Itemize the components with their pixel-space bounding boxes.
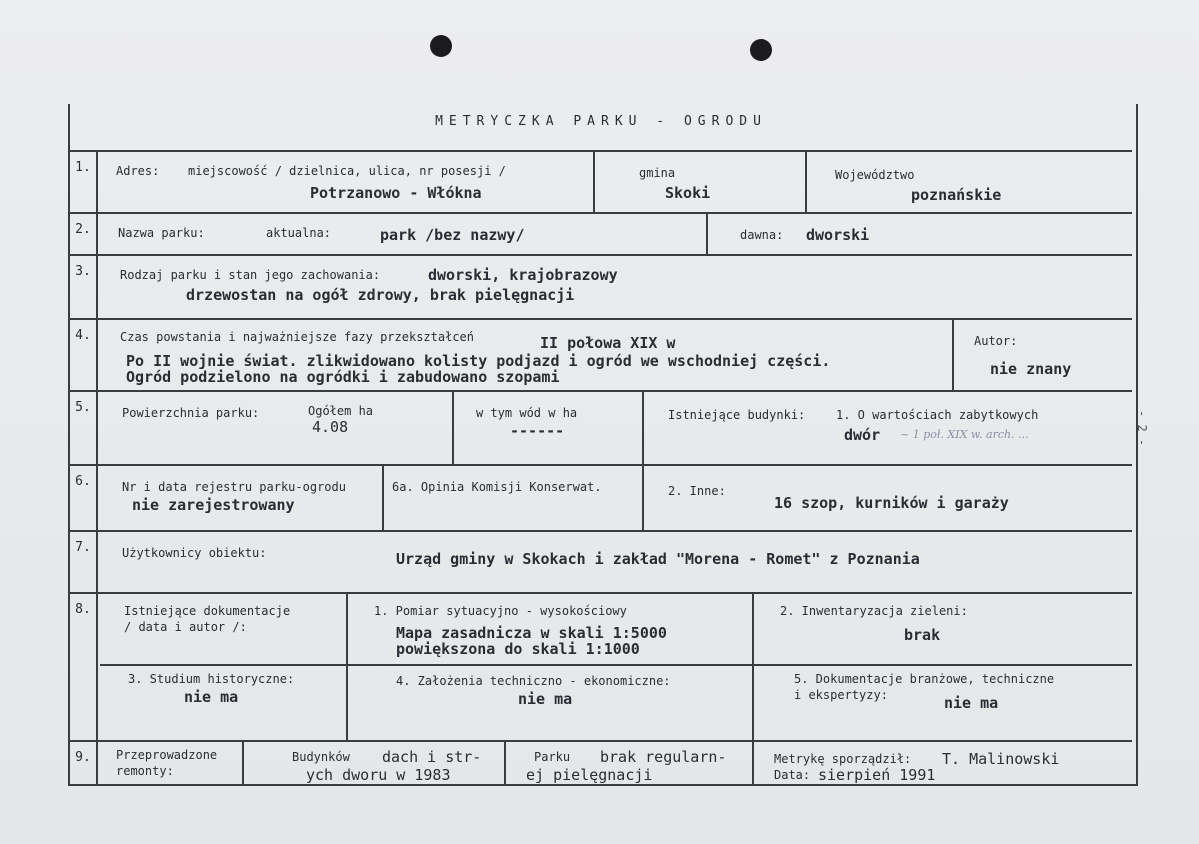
author-label: Autor: [974, 334, 1018, 348]
condition-value: drzewostan na ogół zdrowy, brak pielęgnacji [186, 286, 575, 304]
row-3 [70, 254, 1132, 320]
branch-docs-cell [752, 664, 1132, 742]
former-name-label: dawna: [740, 228, 784, 242]
opinion-label: 6a. Opinia Komisji Konserwat. [392, 480, 602, 494]
history-period: II połowa XIX w [540, 334, 676, 352]
gmina-cell [593, 152, 805, 214]
technical-assumptions-cell [346, 664, 752, 742]
row-number: 9. [70, 742, 98, 786]
historical-study-cell [100, 664, 346, 742]
punch-hole-left [430, 35, 452, 57]
address-label: Adres: [116, 164, 160, 178]
form-title: METRYCZKA PARKU - OGRODU [435, 114, 767, 129]
survey-label: 1. Pomiar sytuacyjno - wysokościowy [374, 604, 627, 618]
wojewodztwo-cell [805, 152, 1132, 214]
handwritten-note: ~ 1 poł. XIX w. arch. ... [900, 428, 1029, 441]
repairs-label: Przeprowadzone [116, 748, 218, 762]
water-value: ------ [510, 422, 565, 440]
gmina-value: Skoki [665, 184, 711, 202]
area-label: Powierzchnia parku: [122, 406, 260, 420]
row-number: 8. [70, 594, 98, 742]
history-label: Czas powstania i najważniejsze fazy przekształceń [120, 330, 475, 344]
park-repairs-cell [504, 742, 752, 786]
survey-value-1: Mapa zasadnicza w skali 1:5000 [396, 624, 667, 642]
survey-value-2: powiększona do skali 1:1000 [396, 640, 640, 658]
park-repairs-value-2: ej pielęgnacji [526, 766, 653, 784]
date-label: Data: [774, 768, 811, 782]
buildings-repairs-value-2: ych dworu w 1983 [306, 766, 451, 784]
compiler-value: T. Malinowski [942, 750, 1060, 768]
park-type-label: Rodzaj parku i stan jego zachowania: [120, 268, 381, 282]
technical-assumptions-label: 4. Założenia techniczno - ekonomiczne: [396, 674, 671, 688]
author-value: nie znany [990, 360, 1072, 378]
register-value: nie zarejestrowany [132, 496, 295, 514]
documentation-label: Istniejące dokumentacje [124, 604, 291, 618]
total-area-value: 4.08 [312, 418, 349, 436]
row-number: 4. [70, 320, 98, 392]
historical-study-value: nie ma [184, 688, 239, 706]
row-number: 5. [70, 392, 98, 466]
greenery-label: 2. Inwentaryzacja zieleni: [780, 604, 968, 618]
water-cell [452, 392, 642, 466]
row-8 [70, 592, 1132, 742]
compiler-cell [752, 742, 1132, 786]
row-number: 2. [70, 214, 98, 256]
park-type-value: dworski, krajobrazowy [428, 266, 618, 284]
other-buildings-value: 16 szop, kurników i garaży [774, 494, 1009, 512]
compiler-label: Metrykę sporządził: [774, 752, 912, 766]
wojewodztwo-value: poznańskie [911, 186, 1002, 204]
historic-buildings-label: 1. O wartościach zabytkowych [836, 408, 1039, 422]
opinion-cell [382, 466, 642, 532]
current-name-value: park /bez nazwy/ [380, 226, 525, 244]
page-number-mark: - 2 - [1135, 410, 1149, 447]
address-value: Potrzanowo - Włókna [310, 184, 482, 202]
row-2 [70, 212, 1132, 256]
row-number: 1. [70, 152, 98, 214]
greenery-cell [752, 594, 1132, 664]
technical-assumptions-value: nie ma [518, 690, 573, 708]
buildings-repairs-label: Budynków [292, 750, 350, 764]
row-5 [70, 390, 1132, 466]
former-name-value: dworski [806, 226, 870, 244]
repairs-sublabel: remonty: [116, 764, 174, 778]
buildings-repairs-value-1: dach i str- [382, 748, 482, 766]
total-area-label: Ogółem ha [308, 404, 374, 418]
park-name-label: Nazwa parku: [118, 226, 205, 240]
users-label: Użytkownicy obiektu: [122, 546, 267, 560]
buildings-label: Istniejące budynki: [668, 408, 806, 422]
water-label: w tym wód w ha [476, 406, 578, 420]
history-text-1: Po II wojnie świat. zlikwidowano kolisty podjazd i ogród we wschodniej części. [126, 352, 831, 370]
branch-docs-label: 5. Dokumentacje branżowe, techniczne [794, 672, 1055, 686]
park-repairs-value-1: brak regularn- [600, 748, 727, 766]
branch-docs-value: nie ma [944, 694, 999, 712]
branch-docs-sublabel: i ekspertyzy: [794, 688, 888, 702]
documentation-sublabel: / data i autor /: [124, 620, 247, 634]
buildings-cell [642, 392, 1132, 466]
author-cell [952, 320, 1132, 392]
register-label: Nr i data rejestru parku-ogrodu [122, 480, 346, 494]
row-number: 7. [70, 532, 98, 594]
row-4 [70, 318, 1132, 392]
other-buildings-cell [642, 466, 1132, 532]
survey-cell [346, 594, 752, 664]
date-value: sierpień 1991 [818, 766, 936, 784]
wojewodztwo-label: Województwo [835, 168, 915, 182]
other-buildings-label: 2. Inne: [668, 484, 726, 498]
row-number: 3. [70, 256, 98, 320]
buildings-repairs-cell [242, 742, 504, 786]
users-value: Urząd gminy w Skokach i zakład "Morena - Romet" z Poznania [396, 550, 920, 568]
row-1 [70, 150, 1132, 214]
historic-buildings-value: dwór [844, 426, 881, 444]
row-6 [70, 464, 1132, 532]
historical-study-label: 3. Studium historyczne: [128, 672, 295, 686]
punch-hole-right [750, 39, 772, 61]
park-repairs-label: Parku [534, 750, 571, 764]
history-text-2: Ogród podzielono na ogródki i zabudowano szopami [126, 368, 560, 386]
current-name-label: aktualna: [266, 226, 332, 240]
address-sublabel: miejscowość / dzielnica, ulica, nr posesji / [188, 164, 506, 178]
row-7 [70, 530, 1132, 594]
gmina-label: gmina [639, 166, 676, 180]
former-name-cell [706, 214, 1132, 256]
greenery-value: brak [904, 626, 941, 644]
row-number: 6. [70, 466, 98, 532]
row-9 [70, 740, 1132, 786]
